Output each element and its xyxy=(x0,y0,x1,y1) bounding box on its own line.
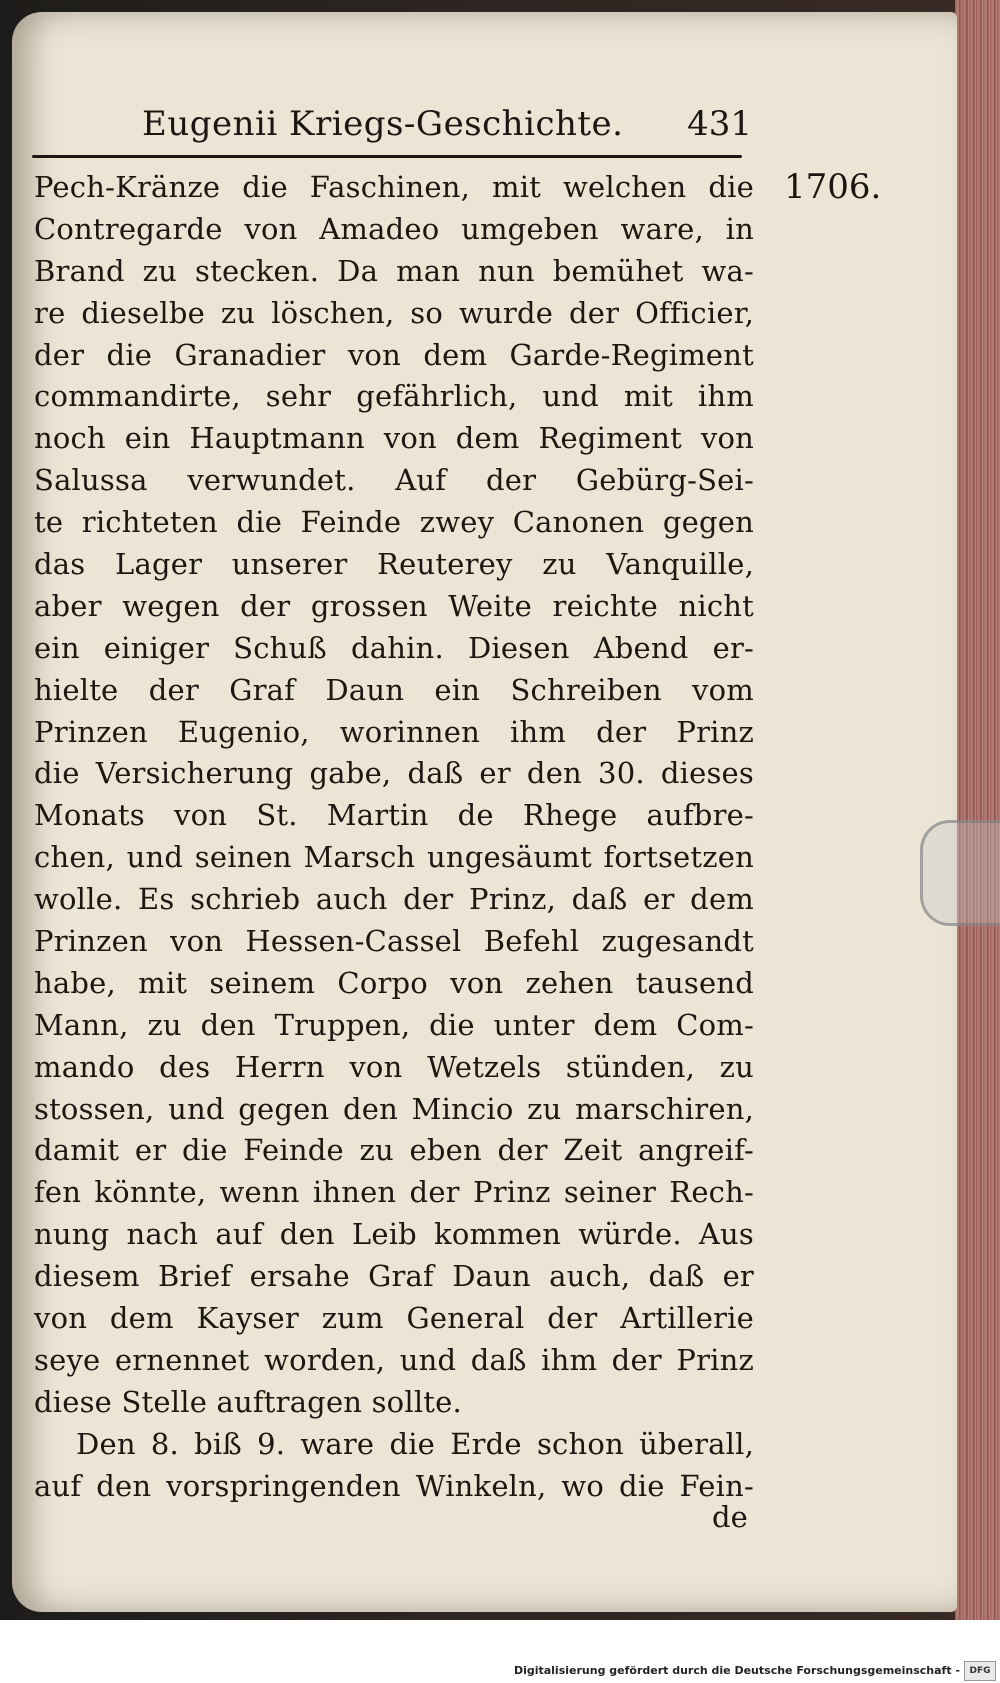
text-line: seye ernennet worden, und daß ihm der Prinz xyxy=(34,1342,754,1377)
text-line: te richteten die Feinde zwey Canonen gegen xyxy=(34,505,754,540)
text-line: habe, mit seinem Corpo von zehen tausend xyxy=(34,965,754,1000)
text-line: commandirte, sehr gefährlich, und mit ihm xyxy=(34,379,754,414)
text-line: diesem Brief ersahe Graf Daun auch, daß er xyxy=(34,1259,754,1294)
text-line: fen könnte, wenn ihnen der Prinz seiner Rech- xyxy=(34,1175,754,1210)
dfg-logo-icon: DFG xyxy=(964,1661,996,1681)
text-line: Den 8. biß 9. ware die Erde schon überall, xyxy=(76,1426,754,1461)
text-line: damit er die Feinde zu eben der Zeit angreif- xyxy=(34,1133,754,1168)
text-line: stossen, und gegen den Mincio zu marschiren, xyxy=(34,1091,754,1126)
text-line: Salussa verwundet. Auf der Gebürg-Sei- xyxy=(34,463,754,498)
text-line: Brand zu stecken. Da man nun bemühet wa- xyxy=(34,253,754,288)
header-rule xyxy=(32,155,742,158)
book-page xyxy=(12,12,957,1612)
text-line: Prinzen von Hessen-Cassel Befehl zugesandt xyxy=(34,924,754,959)
text-line: die Versicherung gabe, daß er den 30. dieses xyxy=(34,756,754,791)
page-edges xyxy=(955,0,1000,1620)
page-header xyxy=(132,104,752,150)
text-line: mando des Herrn von Wetzels stünden, zu xyxy=(34,1049,754,1084)
text-line: re dieselbe zu löschen, so wurde der Officier, xyxy=(34,295,754,330)
text-line: von dem Kayser zum General der Artillerie xyxy=(34,1301,754,1336)
text-line: auf den vorspringenden Winkeln, wo die Fein- xyxy=(34,1468,754,1503)
text-line: nung nach auf den Leib kommen würde. Aus xyxy=(34,1217,754,1252)
text-line: hielte der Graf Daun ein Schreiben vom xyxy=(34,672,754,707)
text-line: noch ein Hauptmann von dem Regiment von xyxy=(34,421,754,456)
margin-year-note: 1706. xyxy=(784,167,882,207)
text-line: Prinzen Eugenio, worinnen ihm der Prinz xyxy=(34,714,754,749)
funding-credit: Digitalisierung gefördert durch die Deutsche Forschungsgemeinschaft - xyxy=(513,1664,960,1677)
text-line: der die Granadier von dem Garde-Regiment xyxy=(34,337,754,372)
page-number: 431 xyxy=(687,104,752,144)
footer xyxy=(0,1660,1000,1683)
text-line: Contregarde von Amadeo umgeben ware, in xyxy=(34,211,754,246)
text-line: ein einiger Schuß dahin. Diesen Abend er- xyxy=(34,630,754,665)
page-clip xyxy=(920,820,1000,926)
text-line: Pech-Kränze die Faschinen, mit welchen die xyxy=(34,170,754,204)
text-line: wolle. Es schrieb auch der Prinz, daß er dem xyxy=(34,882,754,917)
text-line: aber wegen der grossen Weite reichte nicht xyxy=(34,588,754,623)
text-line: Mann, zu den Truppen, die unter dem Com- xyxy=(34,1007,754,1042)
text-line: Monats von St. Martin de Rhege aufbre- xyxy=(34,798,754,833)
text-line: diese Stelle auftragen sollte. xyxy=(34,1384,462,1419)
text-line: chen, und seinen Marsch ungesäumt fortsetzen xyxy=(34,840,754,875)
body-text xyxy=(34,167,754,1508)
catchword: de xyxy=(712,1500,748,1534)
text-line: das Lager unserer Reuterey zu Vanquille, xyxy=(34,547,754,582)
running-title: Eugenii Kriegs-Geschichte. xyxy=(142,104,624,144)
